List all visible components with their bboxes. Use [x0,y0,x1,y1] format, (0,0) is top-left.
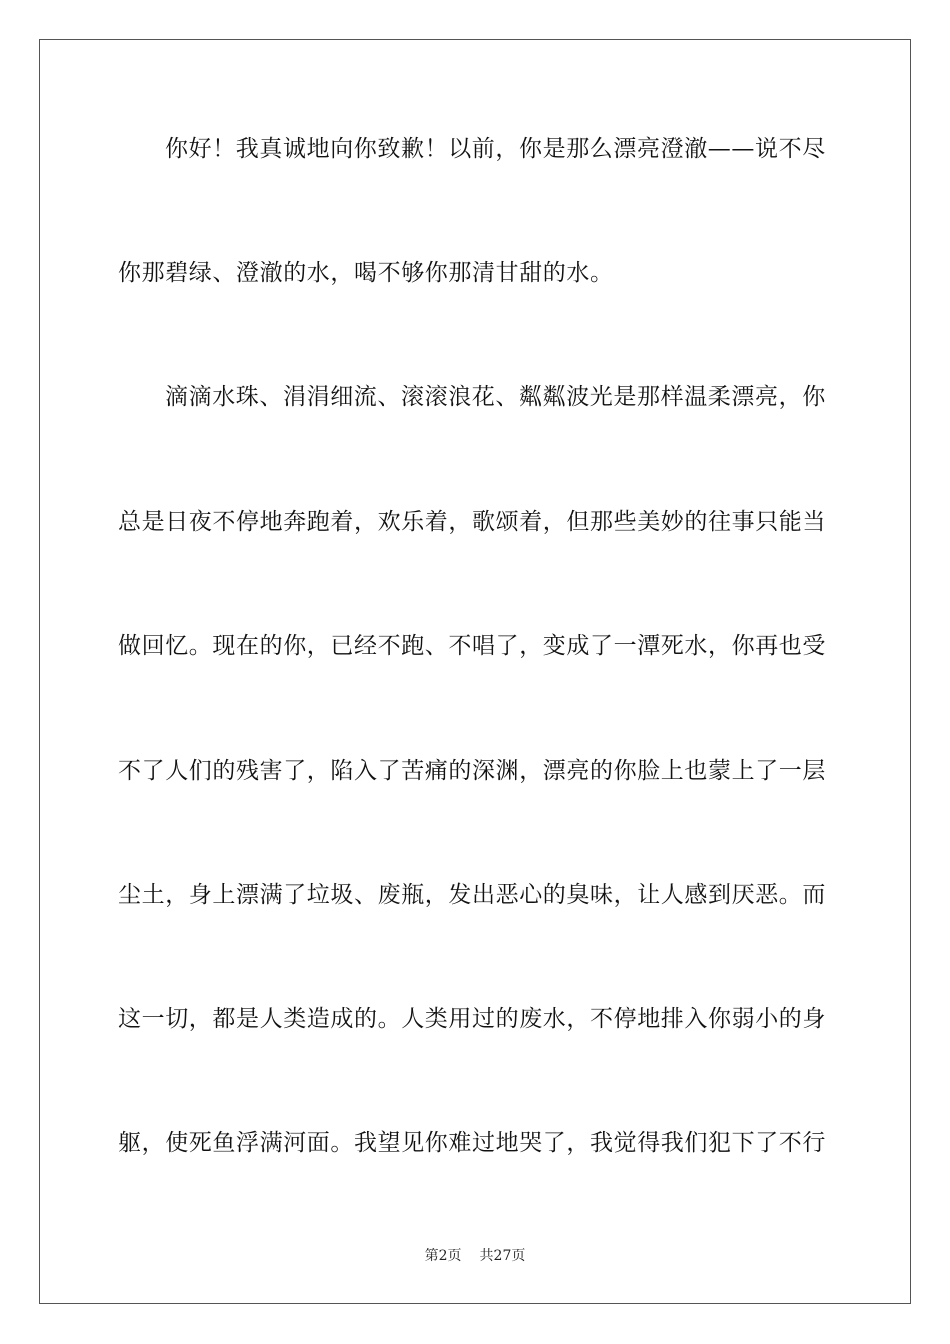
paragraph-line: 你好！我真诚地向你致歉！以前，你是那么漂亮澄澈——说不尽 [165,136,826,162]
paragraph-line: 总是日夜不停地奔跑着，欢乐着，歌颂着，但那些美妙的往事只能当 [118,509,826,535]
page-total: 共27页 [479,1248,526,1264]
paragraph-line: 你那碧绿、澄澈的水，喝不够你那清甘甜的水。 [118,260,614,286]
paragraph-line: 不了人们的残害了，陷入了苦痛的深渊，漂亮的你脸上也蒙上了一层 [118,758,826,784]
page-footer [0,1247,950,1265]
paragraph-line: 躯，使死鱼浮满河面。我望见你难过地哭了，我觉得我们犯下了不行 [118,1130,826,1156]
paragraph-line: 尘土，身上漂满了垃圾、废瓶，发出恶心的臭味，让人感到厌恶。而 [118,882,826,908]
paragraph-line: 这一切，都是人类造成的。人类用过的废水，不停地排入你弱小的身 [118,1006,826,1032]
page-frame [39,39,911,1304]
paragraph-line: 滴滴水珠、涓涓细流、滚滚浪花、粼粼波光是那样温柔漂亮，你 [165,384,826,410]
page-number: 第2页 [424,1248,462,1264]
paragraph-line: 做回忆。现在的你，已经不跑、不唱了，变成了一潭死水，你再也受 [118,633,826,659]
